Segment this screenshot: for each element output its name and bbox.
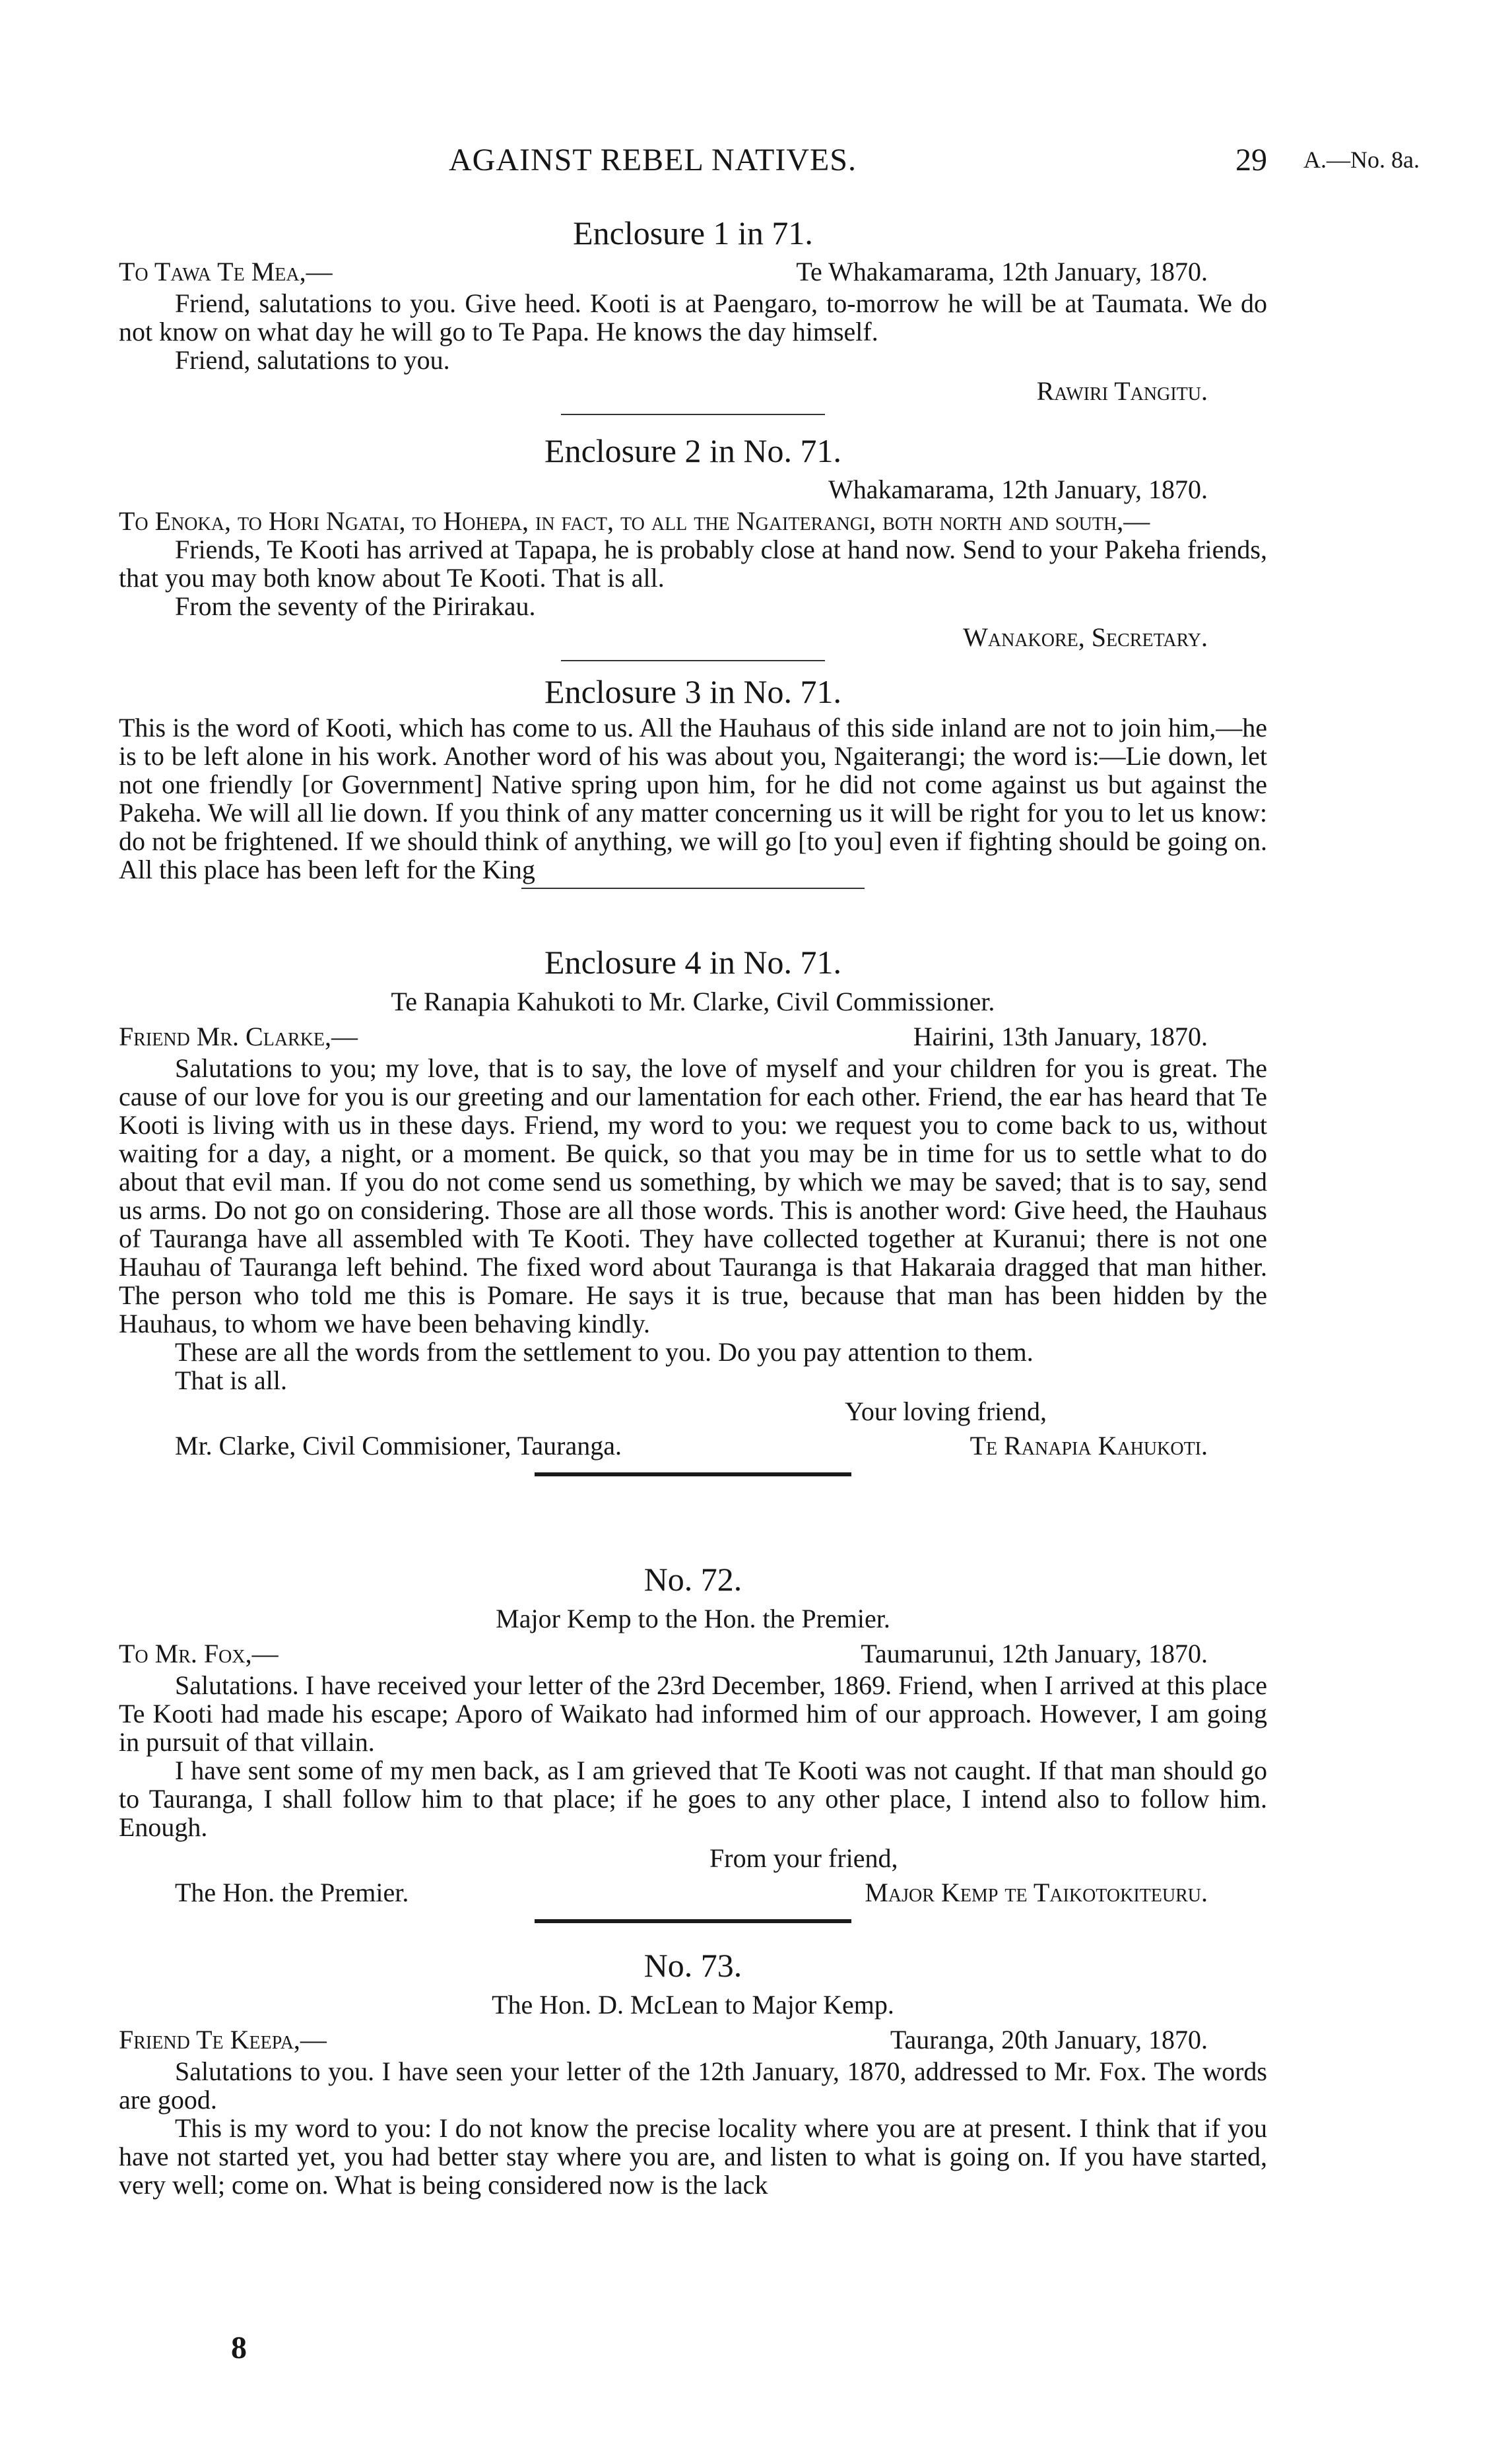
enclosure-2	[119, 429, 1267, 661]
enclosure-3	[119, 670, 1267, 889]
no-72-valediction: From your friend,	[709, 1843, 898, 1873]
enclosure-4-valediction: Your loving friend,	[845, 1396, 1047, 1426]
enclosure-1-signature: Rawiri Tangitu.	[1036, 376, 1208, 406]
no-73-heading: No. 73.	[643, 1947, 742, 1984]
no-72-address-line	[119, 1637, 1267, 1671]
no-72-heading: No. 72.	[643, 1561, 742, 1598]
enclosure-2-signature: Wanakore, Secretary.	[963, 622, 1208, 652]
enclosure-2-body: Friends, Te Kooti has arrived at Tapapa, he is probably close at hand now. Send to your Pakeha friends, that you may both know about Te Kooti. That is all.	[119, 535, 1267, 593]
no-72-place-date: Taumarunui, 12th January, 1870.	[861, 1639, 1208, 1668]
running-head	[0, 142, 1512, 188]
no-72-valediction-line	[119, 1841, 1267, 1876]
enclosure-3-body: This is the word of Kooti, which has come to us. All the Hauhaus of this side inland are not to join him,—he is to be left alone in his work. Another word of his was about you, Ngaiterangi; the word is:—Lie down, let not one friendly [or Government] Native spring upon him, for he did not come against us but against the Pakeha. We will all lie down. If you think of any matter concerning us it will be right for you to let us know: do not be frightened. If we should think of anything, we will go [to you] even if fighting should be going on. All this place has been left for the King	[119, 713, 1267, 884]
enclosure-4-recipient: Mr. Clarke, Civil Commisioner, Tauranga.	[175, 1431, 622, 1461]
enclosure-4-heading: Enclosure 4 in No. 71.	[544, 944, 841, 981]
enclosure-4-sign-line	[119, 1429, 1267, 1463]
no-72-body-1: Salutations. I have received your letter of the 23rd December, 1869. Friend, when I arrived at this place Te Kooti had made his escape; Aporo of Waikato had informed him of our approach. However, I am going in pursuit of that villain.	[119, 1670, 1267, 1757]
letter-no-72	[119, 1558, 1267, 1923]
section-divider	[561, 660, 825, 661]
enclosure-4-body: Salutations to you; my love, that is to say, the love of myself and your children for you is great. The cause of our love for you is our greeting and our lamentation for each other. Friend, the ear has heard that Te Kooti is living with us in these days. Friend, my word to you: we request you to come back to us, without waiting for a day, a night, or a moment. Be quick, so that you may be in time for us to settle what to do about that evil man. If you do not come send us something, by which we may be saved; that is to say, send us arms. Do not go on considering. Those are all those words. This is another word: Give heed, the Hauhaus of Tauranga have all assembled with Te Kooti. They have collected together at Kuranui; there is not one Hauhau of Tauranga left behind. The fixed word about Tauranga is that Hakaraia dragged that man hither. The person who told me this is Pomare. He says it is true, because that man has been hidden by the Hauhaus, to whom we have been behaving kindly.	[119, 1053, 1267, 1338]
no-73-addressee: Friend Te Keepa,—	[119, 2025, 327, 2054]
no-73-subheading: The Hon. D. McLean to Major Kemp.	[492, 1990, 894, 2020]
folio-signature-mark: 8	[231, 2330, 247, 2365]
section-divider	[561, 414, 825, 415]
enclosure-1-heading: Enclosure 1 in 71.	[573, 214, 813, 251]
no-72-body-2: I have sent some of my men back, as I am grieved that Te Kooti was not caught. If that man should go to Tauranga, I shall follow him to that place; if he goes to any other place, I intend also to follow him. Enough.	[119, 1756, 1267, 1842]
enclosure-1-place-date: Te Whakamarama, 12th January, 1870.	[796, 257, 1208, 286]
enclosure-4-address-line	[119, 1020, 1267, 1054]
enclosure-4-place-date: Hairini, 13th January, 1870.	[913, 1022, 1208, 1051]
section-divider-heavy	[535, 1472, 851, 1476]
enclosure-4-body-2: These are all the words from the settlement to you. Do you pay attention to them.	[175, 1337, 1034, 1367]
no-73-place-date: Tauranga, 20th January, 1870.	[890, 2025, 1208, 2054]
letter-no-73	[119, 1944, 1267, 2199]
running-title: AGAINST REBEL NATIVES.	[449, 143, 857, 178]
enclosure-2-date-line	[119, 473, 1267, 507]
enclosure-1-addressee: To Tawa Te Mea,—	[119, 257, 333, 286]
enclosure-2-addressee: To Enoka, to Hori Ngatai, to Hohepa, in fact, to all the Ngaiterangi, both north and south,—	[119, 506, 1150, 536]
enclosure-1-body: Friend, salutations to you. Give heed. Kooti is at Paengaro, to-morrow he will be at Taumata. We do not know on what day he will go to Te Papa. He knows the day himself.	[119, 288, 1267, 346]
page-number: 29	[1235, 143, 1267, 178]
enclosure-4-closing: That is all.	[175, 1365, 287, 1395]
no-72-signature: Major Kemp te Taikotokiteuru.	[865, 1878, 1208, 1907]
enclosure-3-heading: Enclosure 3 in No. 71.	[544, 673, 841, 710]
enclosure-2-from: From the seventy of the Pirirakau.	[175, 591, 536, 621]
enclosure-4-subheading: Te Ranapia Kahukoti to Mr. Clarke, Civil Commissioner.	[391, 987, 995, 1016]
enclosure-4-signature: Te Ranapia Kahukoti.	[970, 1431, 1208, 1461]
enclosure-4	[119, 940, 1267, 1476]
no-73-body-2: This is my word to you: I do not know the precise locality where you are at present. I think that if you have not started yet, you had better stay where you are, and listen to what is going on. If you have started, very well; come on. What is being considered now is the lack	[119, 2113, 1267, 2200]
enclosure-2-place-date: Whakamarama, 12th January, 1870.	[828, 475, 1208, 504]
enclosure-4-addressee: Friend Mr. Clarke,—	[119, 1022, 358, 1051]
document-reference: A.—No. 8a.	[1303, 147, 1420, 173]
no-72-addressee: To Mr. Fox,—	[119, 1639, 279, 1668]
section-divider-heavy	[535, 1919, 851, 1923]
section-divider	[521, 888, 865, 889]
enclosure-1-address-line	[119, 255, 1267, 289]
enclosure-2-heading: Enclosure 2 in No. 71.	[544, 432, 841, 469]
no-72-recipient: The Hon. the Premier.	[175, 1878, 409, 1907]
no-72-sign-line	[119, 1876, 1267, 1910]
enclosure-4-valediction-line	[119, 1395, 1267, 1429]
no-72-subheading: Major Kemp to the Hon. the Premier.	[496, 1604, 890, 1633]
no-73-address-line	[119, 2023, 1267, 2057]
enclosure-1	[119, 211, 1267, 415]
no-73-body-1: Salutations to you. I have seen your letter of the 12th January, 1870, addressed to Mr. Fox. The words are good.	[119, 2056, 1267, 2115]
enclosure-1-closing: Friend, salutations to you.	[175, 345, 450, 375]
